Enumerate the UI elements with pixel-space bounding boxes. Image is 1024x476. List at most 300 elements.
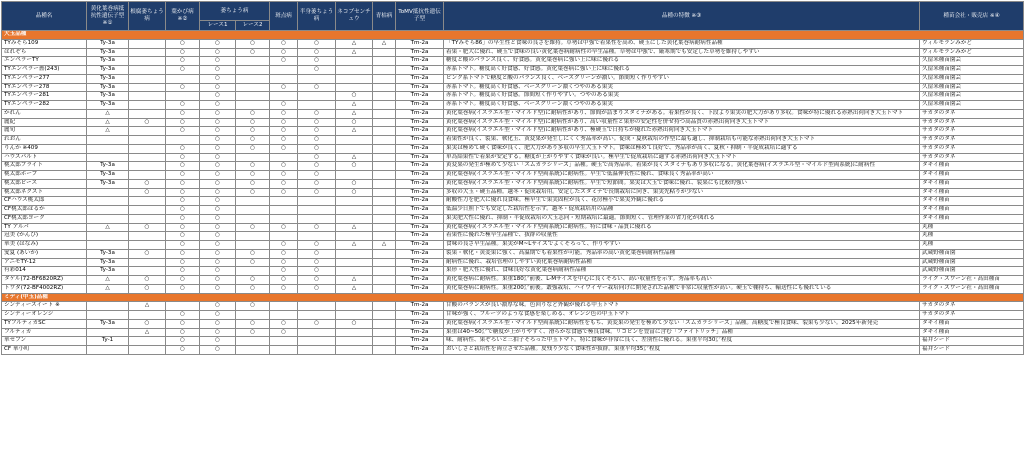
kaiyo-cell	[129, 267, 166, 276]
hanten-cell	[270, 346, 298, 355]
table-row	[2, 311, 1024, 320]
race1-cell: ○	[200, 249, 236, 258]
company-cell: タキイ種苗	[920, 179, 1024, 188]
tomv-cell: Tm-2a	[396, 188, 444, 197]
hakabi-cell: ○	[166, 66, 200, 75]
description-cell: 甘酸のバランスが良い濃厚な味。色回りなど外観が優れる中玉トマト	[444, 302, 920, 311]
tomv-cell: Tm-2a	[396, 118, 444, 127]
table-row	[2, 171, 1024, 180]
table-header	[2, 2, 1024, 31]
nekobu-cell: △	[336, 276, 373, 285]
aogare-cell	[373, 214, 396, 223]
tomv-cell: Tm-2a	[396, 179, 444, 188]
table-row	[2, 118, 1024, 127]
hakabi-cell	[166, 302, 200, 311]
race2-cell	[236, 83, 270, 92]
hakabi-cell	[166, 92, 200, 101]
description-cell: 裂果・軟化・黄変果に強く、高温期でも着果性が可能。秀品率の高い黄化葉巻病耐病性品種	[444, 249, 920, 258]
kaiyo-cell: ○	[129, 284, 166, 293]
race2-cell: ○	[236, 127, 270, 136]
company-cell: タキイ種苗	[920, 197, 1024, 206]
race2-cell: ○	[236, 162, 270, 171]
kaiyo-cell: ○	[129, 179, 166, 188]
nekobu-cell: △	[336, 153, 373, 162]
hanshin-cell	[298, 346, 336, 355]
name: シンディーオレンジ	[2, 311, 87, 320]
table-row	[2, 188, 1024, 197]
tomv-cell: Tm-2a	[396, 171, 444, 180]
aogare-cell	[373, 223, 396, 232]
race1-cell: ○	[200, 153, 236, 162]
ty-cell: Ty-3a	[87, 249, 129, 258]
kaiyo-cell: ○	[129, 276, 166, 285]
kaiyo-cell: △	[129, 302, 166, 311]
table-row	[2, 109, 1024, 118]
kaiyo-cell	[129, 206, 166, 215]
header-company: 種苗会社・販売店 ※④	[920, 2, 1024, 31]
section-title: 大玉品種	[2, 31, 1024, 40]
aogare-cell	[373, 118, 396, 127]
hakabi-cell: ○	[166, 101, 200, 110]
company-cell: タキイ種苗	[920, 171, 1024, 180]
ty-cell: Ty-3a	[87, 319, 129, 328]
nekobu-cell	[336, 214, 373, 223]
tomv-cell: Tm-2a	[396, 109, 444, 118]
kaiyo-cell: ○	[129, 319, 166, 328]
company-cell: タキイ種苗	[920, 214, 1024, 223]
race1-cell: ○	[200, 197, 236, 206]
header-tomv: ToMV抵抗性遺伝子型	[396, 2, 444, 31]
description-cell: 耐病性に優れ、栽培管理のしやすい黄化葉巻病耐病性品種	[444, 258, 920, 267]
aogare-cell	[373, 153, 396, 162]
aogare-cell	[373, 206, 396, 215]
description-cell: 赤系トマト。糖度高く好食感、好食感。黄化葉巻病に強い上に味に優れる	[444, 66, 920, 75]
tomv-cell: Tm-2a	[396, 66, 444, 75]
race1-cell: ○	[200, 284, 236, 293]
company-cell: タキイ種苗	[920, 188, 1024, 197]
description-cell: 単為結果性で着果が安定する。糖度が上がりやすく食味が良い。極早生で促成栽培に適する赤熟出荷向き大玉トマト	[444, 153, 920, 162]
aogare-cell	[373, 92, 396, 101]
header-aogare: 青枯病	[373, 2, 396, 31]
hanshin-cell	[298, 311, 336, 320]
ty-cell	[87, 197, 129, 206]
nekobu-cell: ○	[336, 92, 373, 101]
nekobu-cell: ○	[336, 188, 373, 197]
name: TY アルバ	[2, 223, 87, 232]
table-row	[2, 127, 1024, 136]
race1-cell: ○	[200, 66, 236, 75]
ty-cell: Ty-3a	[87, 74, 129, 83]
table-row	[2, 48, 1024, 57]
hanten-cell	[270, 74, 298, 83]
table-row	[2, 267, 1024, 276]
description-cell: 食味の良さ早生品種。果実がM~Lサイズでよくそろって、作りやすい	[444, 241, 920, 250]
kaiyo-cell	[129, 337, 166, 346]
hanten-cell: ○	[270, 258, 298, 267]
hanshin-cell: ○	[298, 171, 336, 180]
table-row	[2, 197, 1024, 206]
aogare-cell	[373, 284, 396, 293]
aogare-cell	[373, 48, 396, 57]
kaiyo-cell	[129, 214, 166, 223]
hanten-cell	[270, 197, 298, 206]
nekobu-cell: △	[336, 109, 373, 118]
race2-cell: ○	[236, 39, 270, 48]
table-row	[2, 136, 1024, 145]
table-row	[2, 258, 1024, 267]
aogare-cell	[373, 144, 396, 153]
hanten-cell: ○	[270, 136, 298, 145]
kaiyo-cell	[129, 48, 166, 57]
ty-cell	[87, 302, 129, 311]
ty-cell	[87, 311, 129, 320]
company-cell: タキイ種苗	[920, 319, 1024, 328]
hakabi-cell: ○	[166, 118, 200, 127]
ty-cell: Ty-3a	[87, 66, 129, 75]
nekobu-cell	[336, 83, 373, 92]
hanten-cell	[270, 337, 298, 346]
company-cell: サカタのタネ	[920, 153, 1024, 162]
header-kaiyo: 根腐萎ちょう病	[129, 2, 166, 31]
race2-cell	[236, 66, 270, 75]
hanshin-cell: ○	[298, 162, 336, 171]
race2-cell	[236, 92, 270, 101]
race1-cell: ○	[200, 48, 236, 57]
description-cell: 黄化葉巻病(イスラエル型・マイルド型両系統)に耐病性。早生で短節間。果実は大玉で食味に優れ、裂果にも比較的強い	[444, 179, 920, 188]
table-row	[2, 206, 1024, 215]
hakabi-cell: ○	[166, 109, 200, 118]
company-cell: 久留米種苗園芸	[920, 83, 1024, 92]
description-cell: 低温少日照下でも安定した栽培性を示す。越冬・促成栽培用の品種	[444, 206, 920, 215]
nekobu-cell	[336, 328, 373, 337]
tomv-cell: Tm-2a	[396, 206, 444, 215]
kaiyo-cell	[129, 162, 166, 171]
nekobu-cell: ○	[336, 162, 373, 171]
nekobu-cell	[336, 136, 373, 145]
ty-cell: △	[87, 118, 129, 127]
ty-cell: △	[87, 276, 129, 285]
ty-cell	[87, 153, 129, 162]
hanten-cell: ○	[270, 48, 298, 57]
company-cell: 武蔵野種苗園	[920, 249, 1024, 258]
tomv-cell: Tm-2a	[396, 74, 444, 83]
description-cell: 「TYみそら86」の早生性と食味の良さを維持。草勢は中強で着果性を高め、硬玉にした黄化葉巻病耐病性品種	[444, 39, 920, 48]
description-cell: 糖度と酸のバランス良く、好食感。黄化葉巻病に強い上に味に優れる	[444, 57, 920, 66]
aogare-cell	[373, 337, 396, 346]
company-cell: サカタのタネ	[920, 144, 1024, 153]
description-cell: 果形・肥大性に優れ、食味良好な黄化葉巻病耐病性品種	[444, 267, 920, 276]
name: TYエンペラー薔(243)	[2, 66, 87, 75]
table-row	[2, 214, 1024, 223]
aogare-cell	[373, 179, 396, 188]
race1-cell: ○	[200, 171, 236, 180]
aogare-cell	[373, 57, 396, 66]
tomv-cell: Tm-2a	[396, 83, 444, 92]
hanten-cell: ○	[270, 284, 298, 293]
description-cell: 黄変果の発生が極めて少ない「スムカラシリーズ」品種。硬玉で高秀品率。着果が良くスタミナもあり多収になる。黄化葉巻病(イスラエル型・マイルド型両系統)に耐病性	[444, 162, 920, 171]
table-row	[2, 241, 1024, 250]
company-cell: 武蔵野種苗園	[920, 258, 1024, 267]
aogare-cell	[373, 267, 396, 276]
table-row	[2, 276, 1024, 285]
nekobu-cell: △	[336, 127, 373, 136]
hakabi-cell: ○	[166, 206, 200, 215]
company-cell: サカタのタネ	[920, 302, 1024, 311]
hakabi-cell: ○	[166, 276, 200, 285]
kaiyo-cell: ○	[129, 188, 166, 197]
race1-cell: ○	[200, 162, 236, 171]
company-cell: ヴィルモランみかど	[920, 48, 1024, 57]
header-nekobu: ネコブセンチュウ	[336, 2, 373, 31]
name: CF桃太郎はるか	[2, 206, 87, 215]
tomv-cell: Tm-2a	[396, 302, 444, 311]
tomv-cell: Tm-2a	[396, 328, 444, 337]
company-cell: 福井シード	[920, 346, 1024, 355]
race2-cell: ○	[236, 136, 270, 145]
hanten-cell: ○	[270, 179, 298, 188]
hanten-cell: ○	[270, 109, 298, 118]
hanten-cell: ○	[270, 241, 298, 250]
table-row	[2, 249, 1024, 258]
description-cell: 着果・肥大に優れ、硬玉で食味の良い黄化葉巻病耐病性の早生品種。草勢は中強で、厳寒期でも安定した草勢を維持しやすい	[444, 48, 920, 57]
race1-cell: ○	[200, 109, 236, 118]
race1-cell: ○	[200, 92, 236, 101]
aogare-cell	[373, 328, 396, 337]
company-cell: 福井シード	[920, 337, 1024, 346]
hakabi-cell: ○	[166, 171, 200, 180]
aogare-cell	[373, 66, 396, 75]
hakabi-cell: ○	[166, 179, 200, 188]
section-title: ミディ(中玉)品種	[2, 293, 1024, 302]
hanten-cell: ○	[270, 118, 298, 127]
hakabi-cell: ○	[166, 346, 200, 355]
name: 愛夏 (あいか)	[2, 249, 87, 258]
hakabi-cell: ○	[166, 127, 200, 136]
name: フルティカ	[2, 328, 87, 337]
race2-cell: ○	[236, 179, 270, 188]
company-cell: 久留米種苗園芸	[920, 92, 1024, 101]
aogare-cell	[373, 83, 396, 92]
hakabi-cell: ○	[166, 232, 200, 241]
race2-cell	[236, 232, 270, 241]
race1-cell: ○	[200, 118, 236, 127]
name: タケル(72-BF6820RZ)	[2, 276, 87, 285]
table-row	[2, 284, 1024, 293]
hakabi-cell: ○	[166, 328, 200, 337]
table-row	[2, 319, 1024, 328]
aogare-cell: △	[373, 241, 396, 250]
hanten-cell	[270, 66, 298, 75]
hanten-cell: ○	[270, 39, 298, 48]
name: 華セブン	[2, 337, 87, 346]
company-cell: サカタのタネ	[920, 311, 1024, 320]
ty-cell	[87, 214, 129, 223]
hakabi-cell: ○	[166, 153, 200, 162]
hanshin-cell: ○	[298, 127, 336, 136]
hanten-cell: ○	[270, 171, 298, 180]
nekobu-cell	[336, 232, 373, 241]
name: 麗紀	[2, 118, 87, 127]
race2-cell: ○	[236, 328, 270, 337]
nekobu-cell: ○	[336, 179, 373, 188]
hanshin-cell: ○	[298, 39, 336, 48]
description-cell: 黄化葉巻病に耐病性。果重180㌘前後、L-Mサイズを中心に良くそろい、高い収量性を示す。秀品率も高い	[444, 276, 920, 285]
company-cell: 丸種	[920, 241, 1024, 250]
header-desc: 品種の特徴 ※③	[444, 2, 920, 31]
table-row	[2, 179, 1024, 188]
hanten-cell: ○	[270, 249, 298, 258]
table-row	[2, 302, 1024, 311]
nekobu-cell	[336, 171, 373, 180]
race2-cell	[236, 197, 270, 206]
company-cell: ライク・スワーン社・高田種苗	[920, 276, 1024, 285]
description-cell: 耐酸性力を肥大に優れ良食味。極早生で果実固粒が良く、花房極小で果実外観に優れる	[444, 197, 920, 206]
hakabi-cell: ○	[166, 162, 200, 171]
race2-cell	[236, 311, 270, 320]
race2-cell: ○	[236, 276, 270, 285]
race1-cell: ○	[200, 188, 236, 197]
hakabi-cell: ○	[166, 311, 200, 320]
header-hanten: 斑点病	[270, 2, 298, 31]
tomv-cell: Tm-2a	[396, 267, 444, 276]
race1-cell: ○	[200, 223, 236, 232]
aogare-cell	[373, 302, 396, 311]
aogare-cell	[373, 162, 396, 171]
race2-cell: ○	[236, 302, 270, 311]
kaiyo-cell	[129, 66, 166, 75]
aogare-cell	[373, 171, 396, 180]
nekobu-cell: ○	[336, 118, 373, 127]
nekobu-cell	[336, 346, 373, 355]
race1-cell: ○	[200, 328, 236, 337]
hanshin-cell	[298, 74, 336, 83]
kaiyo-cell	[129, 127, 166, 136]
hanshin-cell: ○	[298, 179, 336, 188]
kaiyo-cell	[129, 92, 166, 101]
company-cell: 久留米種苗園芸	[920, 66, 1024, 75]
ty-cell: Ty-3a	[87, 83, 129, 92]
name: 桃太郎ホープ	[2, 171, 87, 180]
tomv-cell: Tm-2a	[396, 153, 444, 162]
hanten-cell: ○	[270, 223, 298, 232]
race1-cell: ○	[200, 319, 236, 328]
description-cell: 果実は極めて硬く食味が良く、肥大力があり多収の早生大玉トマト。食味は極めて良好で、秀品率が高く、夏秋・抑制・半促成栽培に適する	[444, 144, 920, 153]
tomv-cell: Tm-2a	[396, 232, 444, 241]
name: TYエンペラー277	[2, 74, 87, 83]
table-row	[2, 153, 1024, 162]
race1-cell: ○	[200, 258, 236, 267]
aogare-cell	[373, 101, 396, 110]
race2-cell	[236, 74, 270, 83]
kaiyo-cell	[129, 136, 166, 145]
description-cell: 赤系トマト。糖度高く好食感。節間短く作りやすい。つやのある果実	[444, 92, 920, 101]
race1-cell: ○	[200, 311, 236, 320]
race1-cell: ○	[200, 232, 236, 241]
hanshin-cell: ○	[298, 109, 336, 118]
name: アニモTY-12	[2, 258, 87, 267]
hanten-cell: ○	[270, 144, 298, 153]
race1-cell: ○	[200, 144, 236, 153]
description-cell: 黄化葉巻病(イスラエル型・マイルド型両系統)に耐病性。早生で低温伸長性に優れ、食味良く秀品率が高い	[444, 171, 920, 180]
nekobu-cell	[336, 337, 373, 346]
race1-cell: ○	[200, 179, 236, 188]
tomv-cell: Tm-2a	[396, 136, 444, 145]
aogare-cell	[373, 197, 396, 206]
aogare-cell	[373, 258, 396, 267]
description-cell: 着果性に優れた極早生品種で、抜群の収量性	[444, 232, 920, 241]
name: 冠美 (かんび)	[2, 232, 87, 241]
tomv-cell: Tm-2a	[396, 101, 444, 110]
hanshin-cell: ○	[298, 48, 336, 57]
aogare-cell	[373, 136, 396, 145]
company-cell: 久留米種苗園芸	[920, 101, 1024, 110]
race2-cell: ○	[236, 249, 270, 258]
hanten-cell	[270, 92, 298, 101]
nekobu-cell: △	[336, 101, 373, 110]
hakabi-cell: ○	[166, 267, 200, 276]
hanshin-cell	[298, 328, 336, 337]
race2-cell	[236, 346, 270, 355]
company-cell: タキイ種苗	[920, 162, 1024, 171]
name: りんか ※409	[2, 144, 87, 153]
hanshin-cell: ○	[298, 188, 336, 197]
hanshin-cell: ○	[298, 153, 336, 162]
race1-cell: ○	[200, 214, 236, 223]
kaiyo-cell	[129, 83, 166, 92]
tomv-cell: Tm-2a	[396, 284, 444, 293]
kaiyo-cell	[129, 39, 166, 48]
name: TYフルティカSC	[2, 319, 87, 328]
kaiyo-cell: △	[129, 328, 166, 337]
table-row	[2, 66, 1024, 75]
kaiyo-cell: ○	[129, 118, 166, 127]
race2-cell: ○	[236, 171, 270, 180]
ty-cell	[87, 328, 129, 337]
nekobu-cell: ○	[336, 319, 373, 328]
tomv-cell: Tm-2a	[396, 197, 444, 206]
tomv-cell: Tm-2a	[396, 311, 444, 320]
table-row	[2, 223, 1024, 232]
description-cell: おいしさと栽培性を両立させた品種。皮残り少なく食味性が抜群。果重平均35㌘程度	[444, 346, 920, 355]
nekobu-cell: △	[336, 241, 373, 250]
description-cell: 赤系トマト。糖度高く好食感、ベースグリーン濃くつやのある果実	[444, 83, 920, 92]
hanshin-cell: ○	[298, 83, 336, 92]
ty-cell	[87, 206, 129, 215]
ty-cell: Ty-3a	[87, 258, 129, 267]
hanshin-cell	[298, 302, 336, 311]
ty-cell: Ty-3a	[87, 39, 129, 48]
hanshin-cell	[298, 197, 336, 206]
hanten-cell: ○	[270, 127, 298, 136]
table-row	[2, 346, 1024, 355]
description-cell: 多収の大玉・硬玉品種。越冬・促成栽培用。安定したスタミナで長期栽培に向き、果実先粘りが少ない	[444, 188, 920, 197]
description-cell: 甘味が強く、フルーツのような食感を楽しめる、オレンジ色の中玉トマト	[444, 311, 920, 320]
ty-cell: Ty-3a	[87, 92, 129, 101]
aogare-cell	[373, 276, 396, 285]
table-row	[2, 92, 1024, 101]
race2-cell	[236, 241, 270, 250]
race2-cell: ○	[236, 109, 270, 118]
tomv-cell: Tm-2a	[396, 57, 444, 66]
kaiyo-cell	[129, 197, 166, 206]
race1-cell: ○	[200, 267, 236, 276]
hakabi-cell	[166, 136, 200, 145]
hakabi-cell: ○	[166, 319, 200, 328]
ty-cell: Ty-1	[87, 337, 129, 346]
race1-cell: ○	[200, 241, 236, 250]
tomv-cell: Tm-2a	[396, 127, 444, 136]
hanshin-cell: ○	[298, 136, 336, 145]
